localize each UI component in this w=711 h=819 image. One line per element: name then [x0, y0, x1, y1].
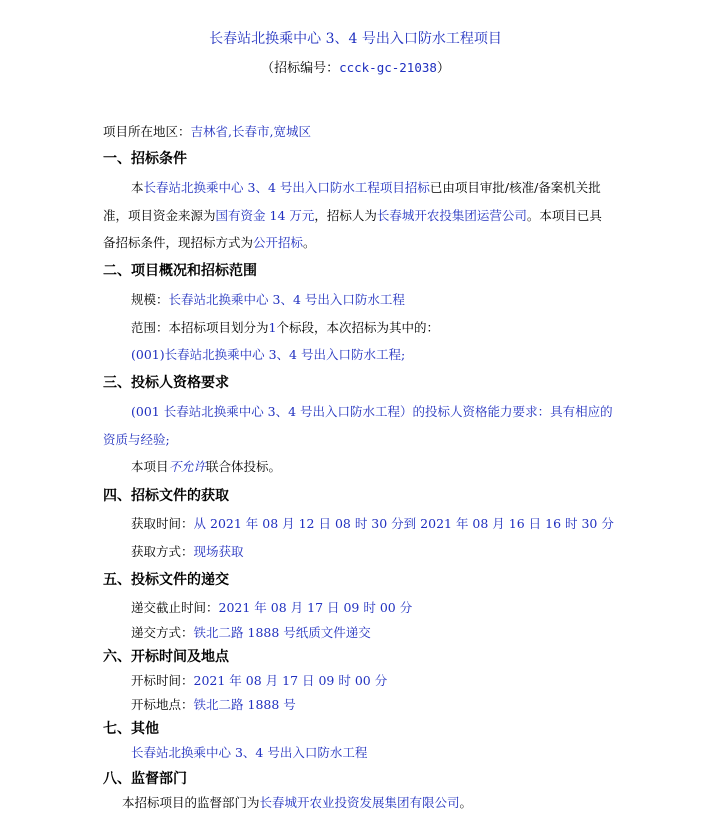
label: 规模： [131, 292, 169, 307]
text: 联合体投标。 [206, 459, 282, 474]
section-heading-document-acquisition: 四、招标文件的获取 [103, 488, 229, 504]
text: 本 [131, 180, 144, 195]
tender-method: 公开招标 [253, 235, 304, 250]
supervision-text [122, 795, 472, 811]
project-name: 长春站北换乘中心 3、4 号出入口防水工程项目招标 [143, 180, 430, 195]
joint-bid-line [131, 459, 281, 475]
scale-value: 长春站北换乘中心 3、4 号出入口防水工程 [168, 292, 405, 307]
section-heading-project-overview: 二、项目概况和招标范围 [103, 263, 257, 279]
fund-source: 国有资金 14 万元 [215, 208, 315, 223]
tender-number-open: （招标编号： [261, 61, 340, 76]
text: 范围：本招标项目划分为 [131, 320, 269, 335]
label: 获取方式： [131, 544, 194, 559]
text: 个标段，本次招标为其中的： [276, 320, 439, 335]
opening-place-value: 铁北二路 1888 号 [193, 697, 296, 712]
region-value: 吉林省,长春市,宽城区 [190, 124, 311, 139]
project-region [103, 124, 311, 140]
section-heading-bidder-qualification: 三、投标人资格要求 [103, 375, 229, 391]
text: 本项目 [131, 459, 169, 474]
section-heading-bid-submission: 五、投标文件的递交 [103, 572, 229, 588]
tender-number [0, 59, 711, 78]
label: 开标时间： [131, 673, 194, 688]
section-heading-bid-opening: 六、开标时间及地点 [103, 649, 229, 665]
acquisition-time-value: 从 2021 年 08 月 12 日 08 时 30 分到 2021 年 08 月 16 日 16 时 30 分 [193, 516, 614, 531]
tenderer-name: 长春城开农投集团运营公司 [376, 208, 527, 223]
label: 开标地点： [131, 697, 194, 712]
opening-time [131, 673, 387, 689]
text: 。本项目已具 [526, 208, 602, 223]
text: 已由项目审批/核准/备案机关批 [429, 180, 601, 195]
qualification-line: 资质与经验; [103, 432, 170, 447]
lot-count: 1 [268, 320, 277, 335]
label: 递交方式： [131, 625, 194, 640]
acquisition-method-value: 现场获取 [193, 544, 244, 559]
opening-place [131, 697, 296, 713]
text: 备招标条件，现招标方式为 [103, 235, 254, 250]
text: 本招标项目的监督部门为 [122, 795, 260, 810]
text: 。 [303, 235, 316, 250]
acquisition-time [131, 516, 614, 532]
scope-line [131, 320, 439, 336]
submission-deadline [131, 600, 412, 616]
submission-method [131, 625, 371, 641]
text: 准，项目资金来源为 [103, 208, 216, 223]
section-heading-tender-conditions: 一、招标条件 [103, 151, 187, 167]
opening-time-value: 2021 年 08 月 17 日 09 时 00 分 [193, 673, 388, 688]
paragraph-line [131, 180, 601, 196]
tender-number-value: ccck-gc-21038 [339, 60, 437, 75]
other-text: 长春站北换乘中心 3、4 号出入口防水工程 [131, 745, 368, 760]
paragraph-line [103, 235, 316, 251]
label: 获取时间： [131, 516, 194, 531]
section-heading-other: 七、其他 [103, 721, 159, 737]
text: ，招标人为 [314, 208, 377, 223]
joint-bid-value: 不允许 [168, 459, 207, 474]
qualification-line: (001 长春站北换乘中心 3、4 号出入口防水工程）的投标人资格能力要求：具有相应的 [131, 404, 613, 419]
scale-line [131, 292, 405, 308]
supervisor-name: 长春城开农业投资发展集团有限公司 [259, 795, 460, 810]
acquisition-method [131, 544, 244, 560]
tender-number-close: ） [436, 61, 450, 76]
section-heading-supervision: 八、监督部门 [103, 771, 187, 787]
submission-deadline-value: 2021 年 08 月 17 日 09 时 00 分 [218, 600, 413, 615]
document-title: 长春站北换乘中心 3、4 号出入口防水工程项目 [209, 31, 502, 47]
label: 递交截止时间： [131, 600, 219, 615]
text: 。 [459, 795, 473, 810]
submission-method-value: 铁北二路 1888 号纸质文件递交 [193, 625, 371, 640]
paragraph-line [103, 208, 602, 224]
lot-item: (001)长春站北换乘中心 3、4 号出入口防水工程; [131, 347, 406, 362]
region-label: 项目所在地区： [103, 124, 191, 139]
